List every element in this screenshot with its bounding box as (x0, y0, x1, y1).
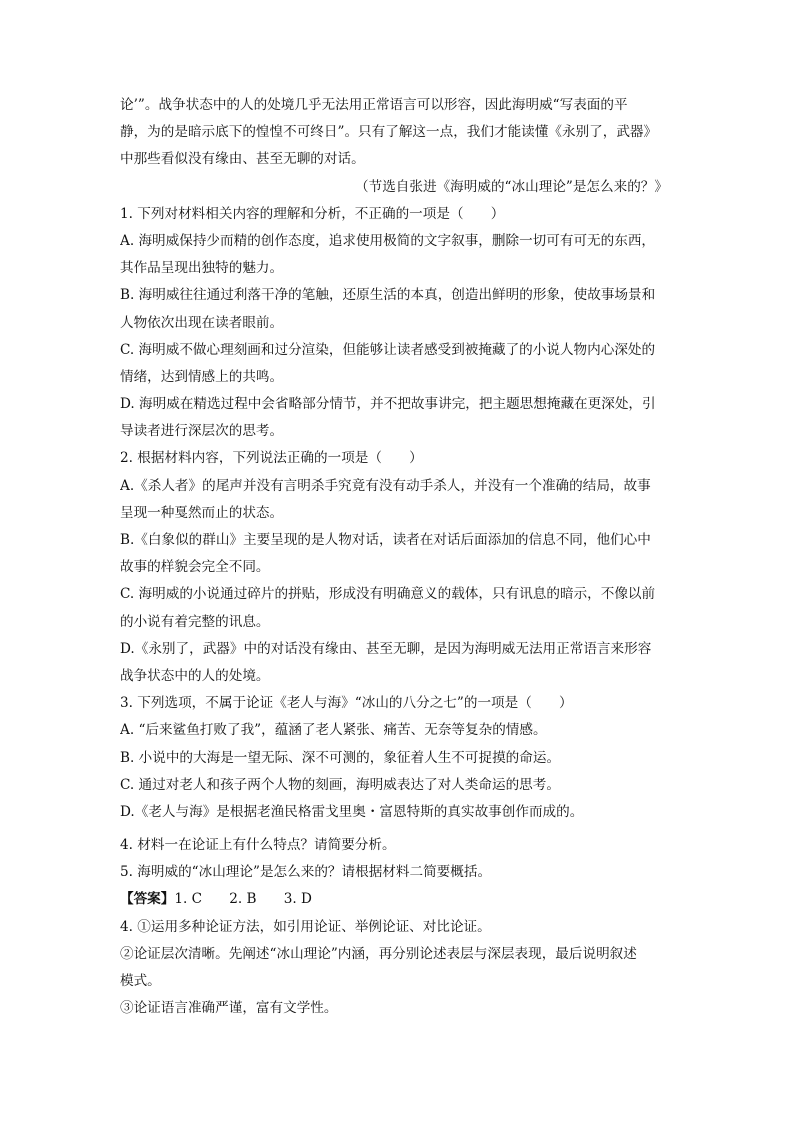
question-5: 5. 海明威的“冰山理论”是怎么来的？请根据材料二简要概括。 (120, 864, 492, 881)
q2-option-b-cont: 故事的样貌会完全不同。 (120, 559, 270, 576)
answer-label: 【答案】 (120, 891, 175, 908)
q2-option-d-cont: 战争状态中的人的处境。 (120, 667, 270, 684)
q2-option-a: A.《杀人者》的尾声并没有言明杀手究竟有没有动手杀人，并没有一个准确的结局，故事 (120, 477, 651, 494)
answer-4-point-2-cont: 模式。 (120, 973, 161, 989)
passage-line: 中那些看似没有缘由、甚至无聊的对话。 (120, 151, 365, 168)
q1-option-c-cont: 情绪，达到情感上的共鸣。 (120, 368, 284, 385)
q3-option-d: D.《老人与海》是根据老渔民格雷戈里奥・富恩特斯的真实故事创作而成的。 (120, 803, 584, 820)
question-1-stem: 1. 下列对材料相关内容的理解和分析，不正确的一项是（ ） (120, 205, 505, 222)
q3-option-a: A. “后来鲨鱼打败了我”，蕴涵了老人紧张、痛苦、无奈等复杂的情感。 (120, 722, 547, 739)
q1-option-b-cont: 人物依次出现在读者眼前。 (120, 314, 284, 331)
q1-option-d-cont: 导读者进行深层次的思考。 (120, 423, 284, 440)
passage-line: 论’”。战争状态中的人的处境几乎无法用正常语言可以形容，因此海明威“写表面的平 (120, 97, 628, 113)
question-2-stem: 2. 根据材料内容，下列说法正确的一项是（ ） (120, 450, 423, 467)
q1-option-a-cont: 其作品呈现出独特的魅力。 (120, 260, 284, 277)
q3-option-c: C. 通过对老人和孩子两个人物的刻画，海明威表达了对人类命运的思考。 (120, 776, 560, 793)
answer-4-point-3: ③论证语言准确严谨，富有文学性。 (120, 1000, 338, 1017)
answer-4-point-1: 4. ①运用多种论证方法，如引用论证、举例论证、对比论证。 (120, 918, 491, 935)
q1-option-c: C. 海明威不做心理刻画和过分渲染，但能够让读者感受到被掩藏了的小说人物内心深处的 (120, 341, 656, 358)
q2-option-c-cont: 的小说有着完整的讯息。 (120, 613, 270, 630)
q3-option-b: B. 小说中的大海是一望无际、深不可测的，象征着人生不可捉摸的命运。 (120, 749, 561, 766)
q2-option-c: C. 海明威的小说通过碎片的拼贴，形成没有明确意义的载体，只有讯息的暗示，不像以前 (120, 586, 656, 603)
q2-option-a-cont: 呈现一种戛然而止的状态。 (120, 504, 284, 521)
q2-option-b: B.《白象似的群山》主要呈现的是人物对话，读者在对话后面添加的信息不同，他们心中 (120, 532, 651, 548)
q1-option-a: A. 海明威保持少而精的创作态度，追求使用极简的文字叙事，删除一切可有可无的东西， (120, 232, 656, 249)
question-4: 4. 材料一在论证上有什么特点？请简要分析。 (120, 837, 396, 854)
source-citation: （节选自张进《海明威的“冰山理论”是怎么来的？》 (355, 178, 668, 195)
passage-line: 静，为的是暗示底下的惶惶不可终日”。只有了解这一点，我们才能读懂《永别了，武器》 (120, 124, 658, 141)
question-3-stem: 3. 下列选项，不属于论证《老人与海》“冰山的八分之七”的一项是（ ） (120, 695, 573, 712)
q1-option-d: D. 海明威在精选过程中会省略部分情节，并不把故事讲完，把主题思想掩藏在更深处，引 (120, 396, 656, 413)
answer-4-point-2: ②论证层次清晰。先阐述“冰山理论”内涵，再分别论述表层与深层表现，最后说明叙述 (120, 945, 637, 962)
answer-choices: 1. C 2. B 3. D (174, 891, 312, 908)
answer-choices-line (120, 886, 672, 913)
q2-option-d: D.《永别了，武器》中的对话没有缘由、甚至无聊，是因为海明威无法用正常语言来形容 (120, 640, 652, 657)
q1-option-b: B. 海明威往往通过利落干净的笔触，还原生活的本真，创造出鲜明的形象，使故事场景和 (120, 287, 656, 304)
